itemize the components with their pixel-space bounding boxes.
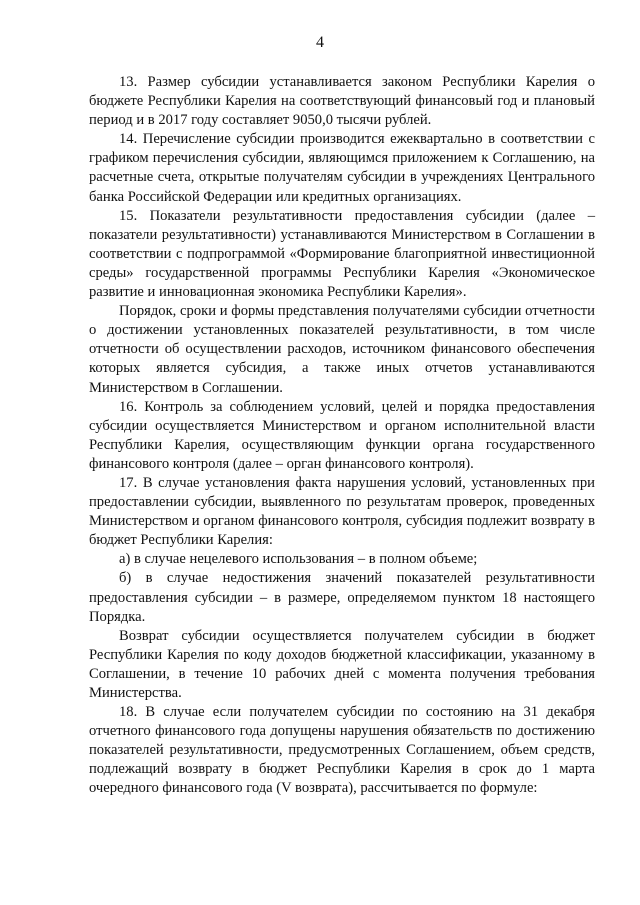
paragraph-17a-misuse: а) в случае нецелевого использования – в полном объеме; <box>119 551 478 568</box>
paragraph-15-performance-indicators: 15. Показатели результативности предоставления субсидии (далее – показатели результативности) устанавливаются Министерством в Соглашении в соответствии с подпрограммой «Формирование благоприятной инвестиционной среды» государственной программы Республики Карелия «Экономическое развитие и инновационная экономика Республики Карелия». <box>89 207 595 301</box>
paragraph-13-subsidy-size: 13. Размер субсидии устанавливается законом Республики Карелия о бюджете Республики Карелия на соответствующий финансовый год и плановый период и в 2017 году составляет 9050,0 тысячи рублей. <box>89 74 595 129</box>
document-body <box>89 73 595 799</box>
paragraph-17b-underachievement: б) в случае недостижения значений показателей результативности предоставления субсидии – в размере, определяемом пунктом 18 настоящего Порядка. <box>89 570 595 625</box>
page-number: 4 <box>316 34 324 51</box>
paragraph-16-control: 16. Контроль за соблюдением условий, целей и порядка предоставления субсидии осуществляется Министерством и органом исполнительной власти Республики Карелия, осуществляющим функции органа государственного финансового контроля (далее – орган финансового контроля). <box>89 398 595 472</box>
paragraph-refund-procedure: Возврат субсидии осуществляется получателем субсидии в бюджет Республики Карелия по коду доходов бюджетной классификации, указанному в Соглашении, в течение 10 рабочих дней с момента получения требования Министерства. <box>89 627 595 701</box>
paragraph-14-subsidy-transfer: 14. Перечисление субсидии производится ежеквартально в соответствии с графиком перечисления субсидии, являющимся приложением к Соглашению, на расчетные счета, открытые получателям субсидии в учреждениях Центрального банка Российской Федерации или кредитных организациях. <box>89 131 595 205</box>
paragraph-reporting-procedure: Порядок, сроки и формы представления получателями субсидии отчетности о достижении установленных показателей результативности, в том числе отчетности об осуществлении расходов, источником финансового обеспечения которых является субсидия, а также иных отчетов устанавливаются Министерством в Соглашении. <box>89 303 595 396</box>
paragraph-17-violations: 17. В случае установления факта нарушения условий, установленных при предоставлении субсидии, выявленного по результатам проверок, проведенных Министерством и органом финансового контроля, субсидия подлежит возврату в бюджет Республики Карелия: <box>89 474 595 549</box>
paragraph-18-refund-formula: 18. В случае если получателем субсидии по состоянию на 31 декабря отчетного финансового года допущены нарушения обязательств по достижению показателей результативности, предусмотренных Соглашением, объем средств, подлежащий возврату в бюджет Республики Карелия в срок до 1 марта очередного финансового года (V возврата), рассчитывается по формуле: <box>89 704 595 797</box>
